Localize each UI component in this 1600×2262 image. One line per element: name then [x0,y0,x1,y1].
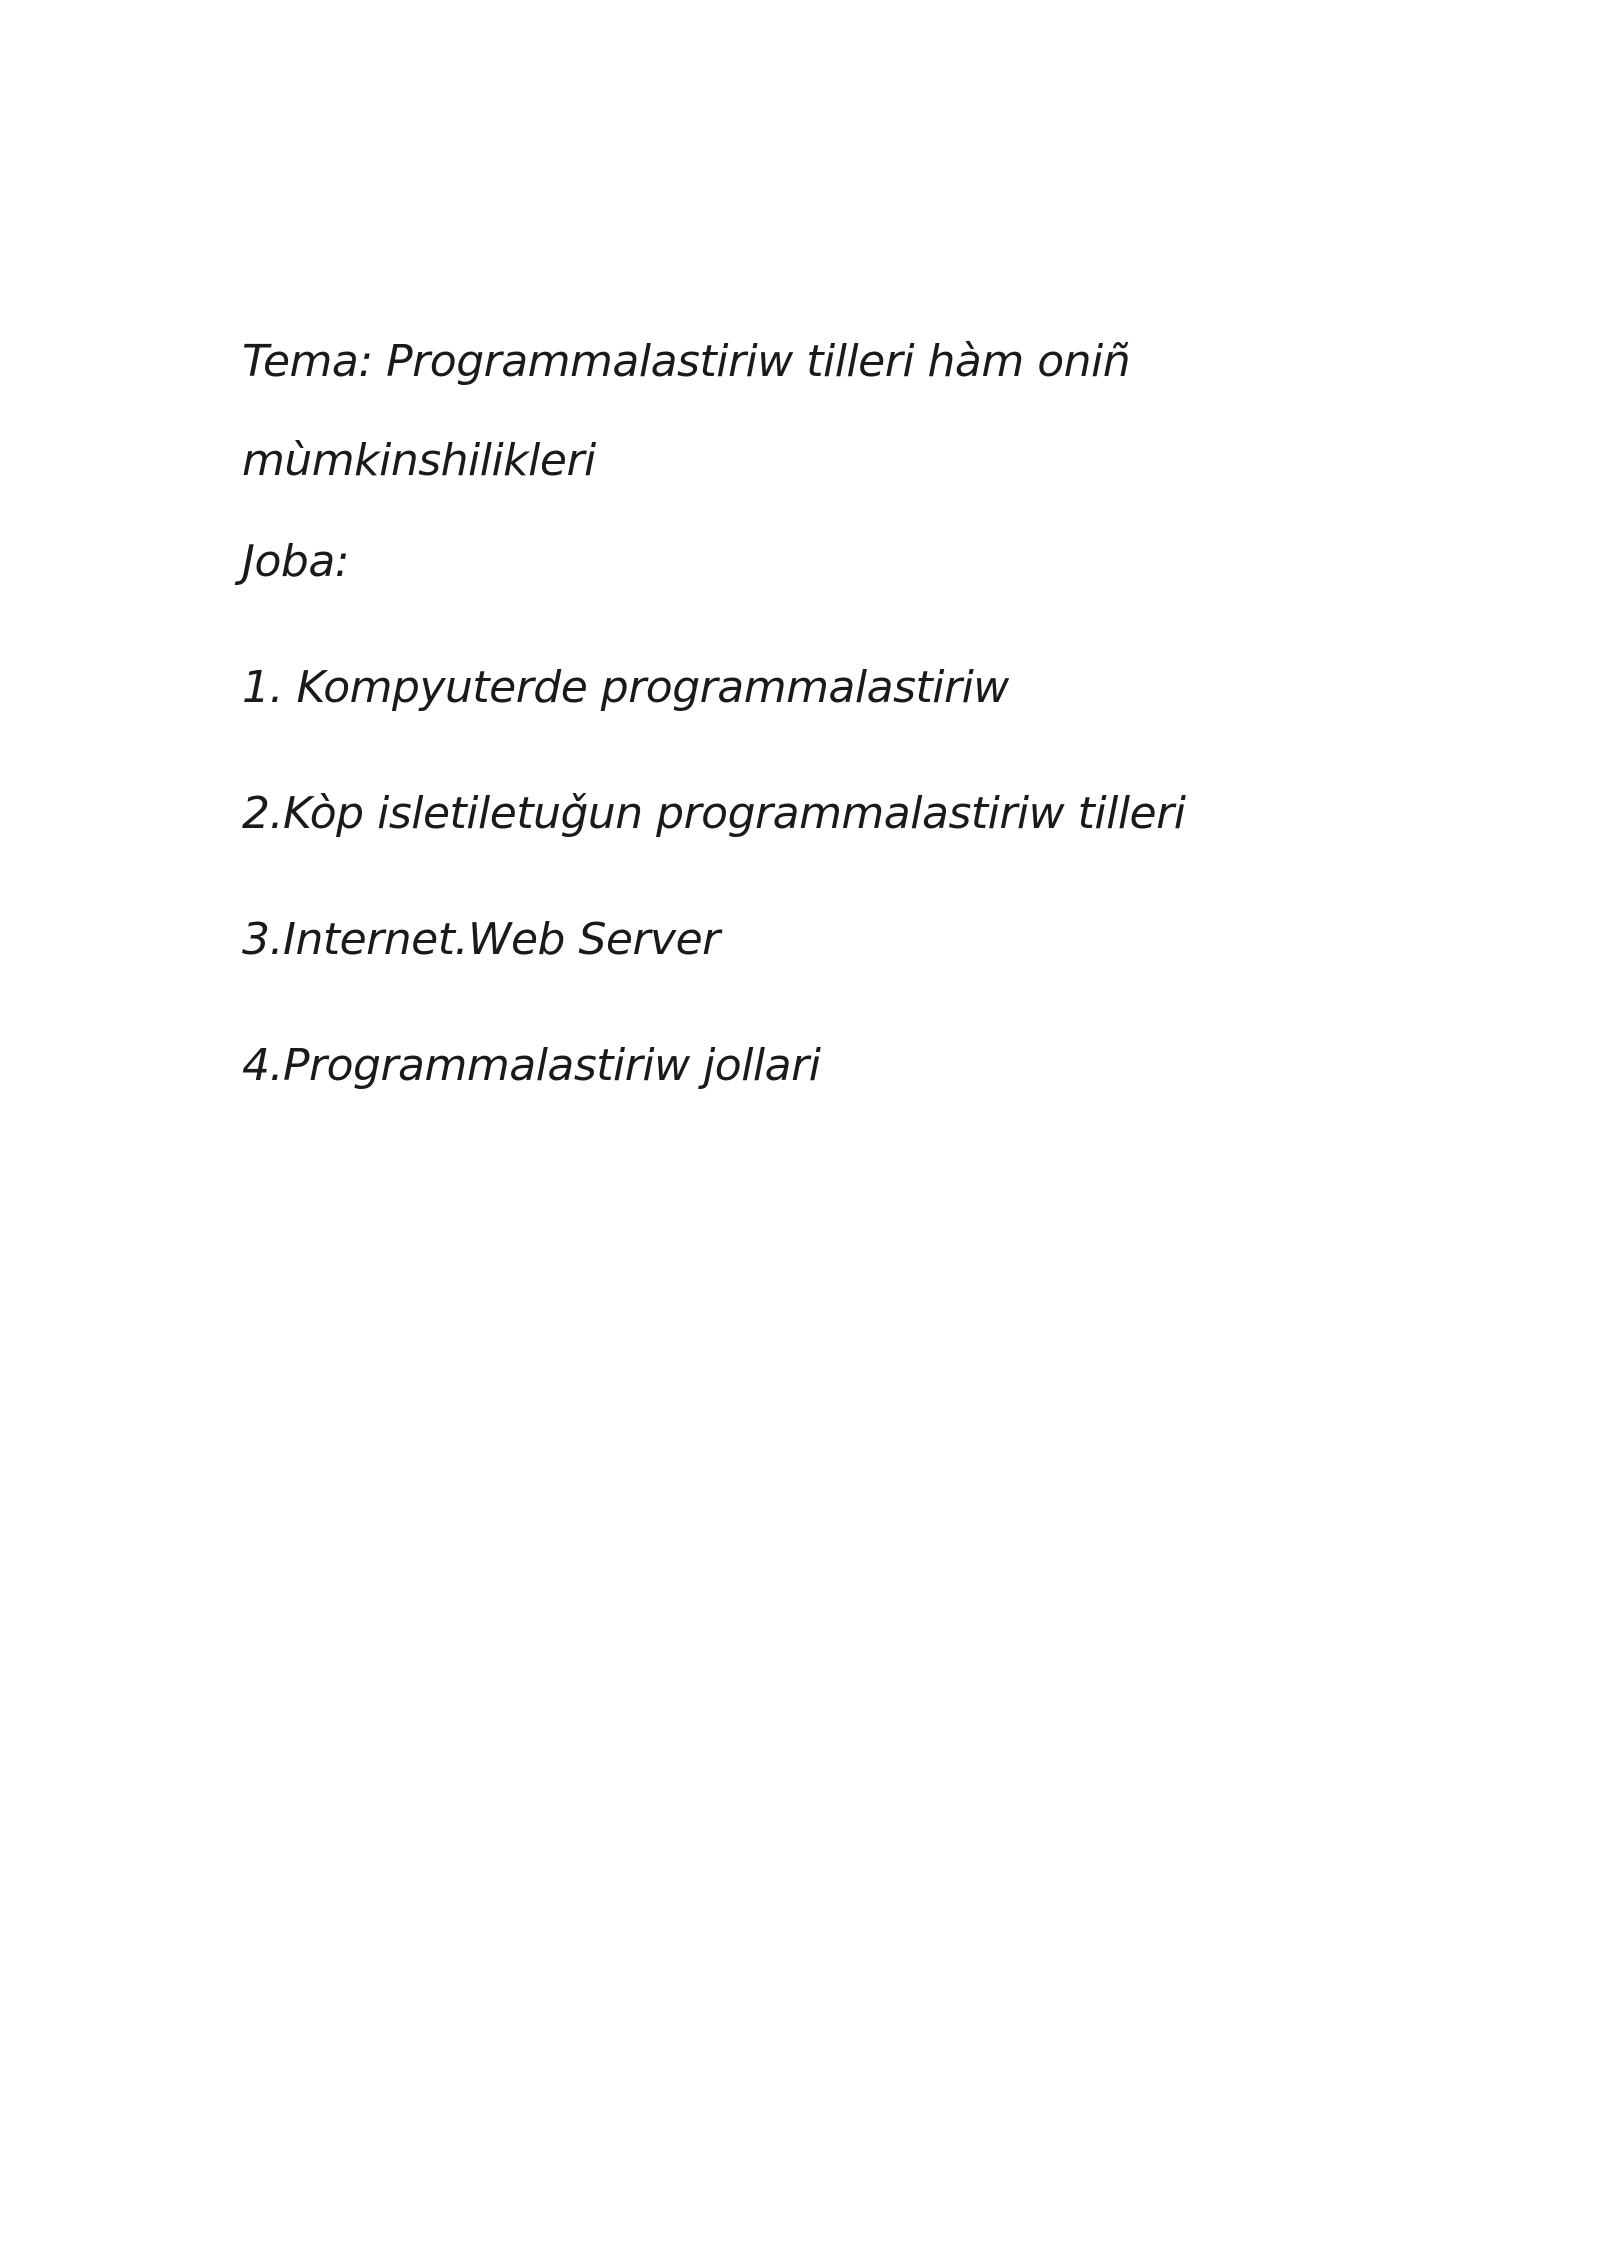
topic-line-1: Tema: Programmalastiriw tilleri hàm oniñ [242,336,1131,387]
plan-item: 4.Programmalastiriw jollari [242,1040,821,1091]
plan-item: 2.Kòp isletiletuǧun programmalastiriw tilleri [242,788,1186,839]
document-body [242,312,1402,1096]
topic-heading [242,312,1402,510]
plan-item: 3.Internet.Web Server [242,914,720,965]
plan-item: 1. Kompyuterde programmalastiriw [242,662,1009,713]
topic-line-2: mùmkinshilikleri [242,435,596,486]
plan-list [242,658,1402,1096]
plan-label: Joba: [242,536,350,587]
